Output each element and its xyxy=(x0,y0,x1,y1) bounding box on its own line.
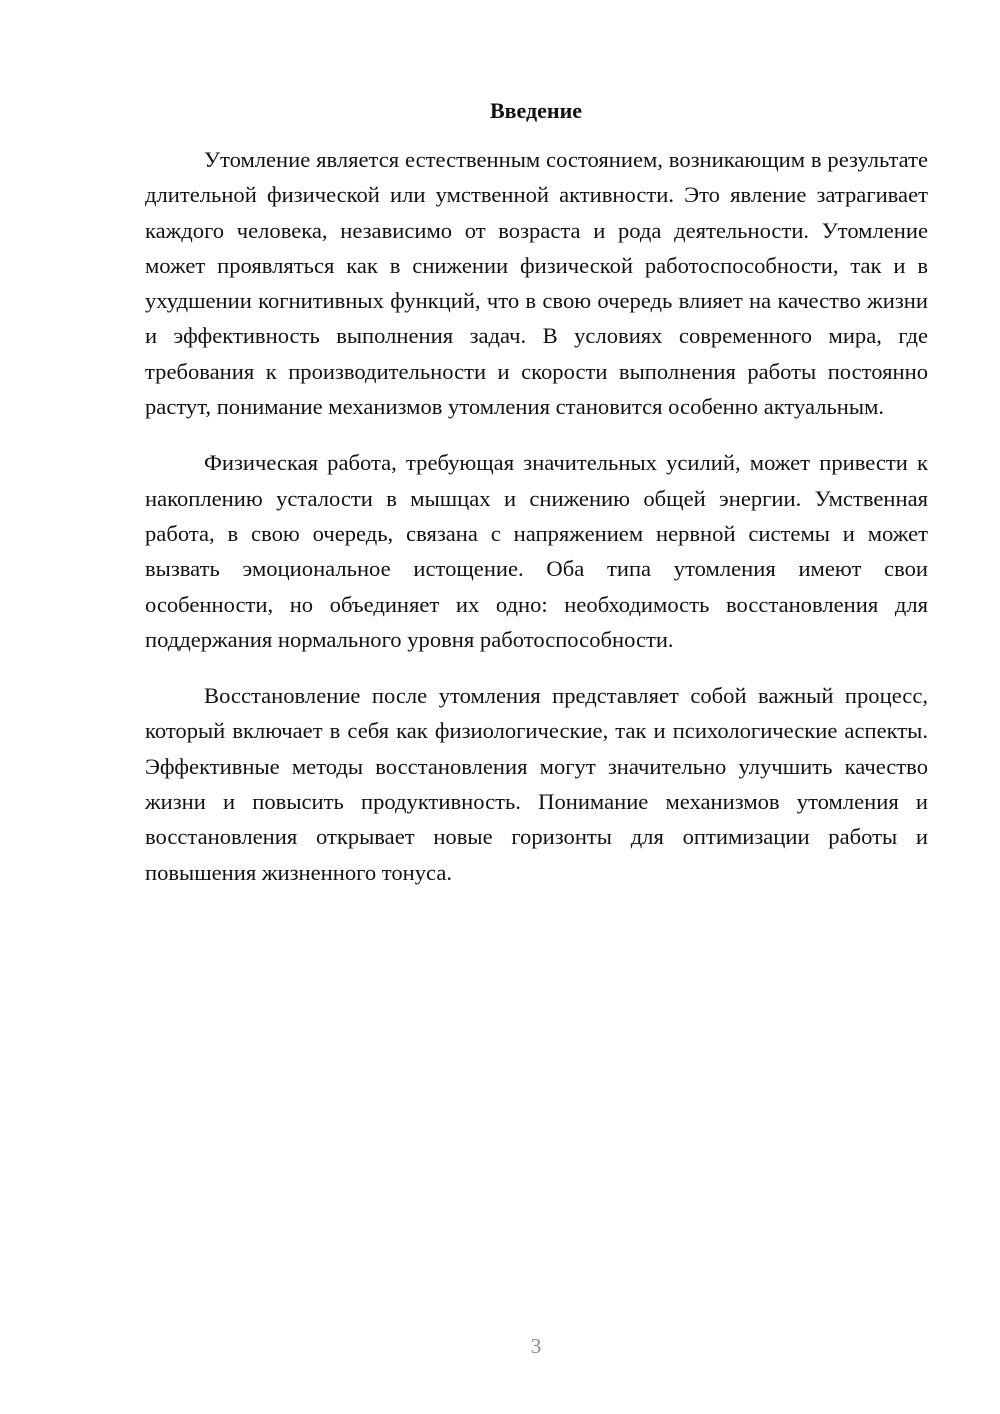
paragraph-1: Утомление является естественным состоянием, возникающим в результате длительной физической или умственной активности. Это явление затрагивает каждого человека, независимо от возраста и рода деятельности. Утомление может проявляться как в снижении физической работоспособности, так и в ухудшении когнитивных функций, что в свою очередь влияет на качество жизни и эффективность выполнения задач. В условиях современного мира, где требования к производительности и скорости выполнения работы постоянно растут, понимание механизмов утомления становится особенно актуальным. xyxy=(145,147,928,420)
document-body xyxy=(145,142,928,890)
paragraph-3: Восстановление после утомления представляет собой важный процесс, который включает в себя как физиологические, так и психологические аспекты. Эффективные методы восстановления могут значительно улучшить качество жизни и повысить продуктивность. Понимание механизмов утомления и восстановления открывает новые горизонты для оптимизации работы и повышения жизненного тонуса. xyxy=(145,683,928,885)
section-heading: Введение xyxy=(489,98,583,123)
page-number: 3 xyxy=(530,1334,542,1358)
paragraph-2: Физическая работа, требующая значительных усилий, может привести к накоплению усталости в мышцах и снижению общей энергии. Умственная работа, в свою очередь, связана с напряжением нервной системы и может вызвать эмоциональное истощение. Оба типа утомления имеют свои особенности, но объединяет их одно: необходимость восстановления для поддержания нормального уровня работоспособности. xyxy=(145,450,928,652)
